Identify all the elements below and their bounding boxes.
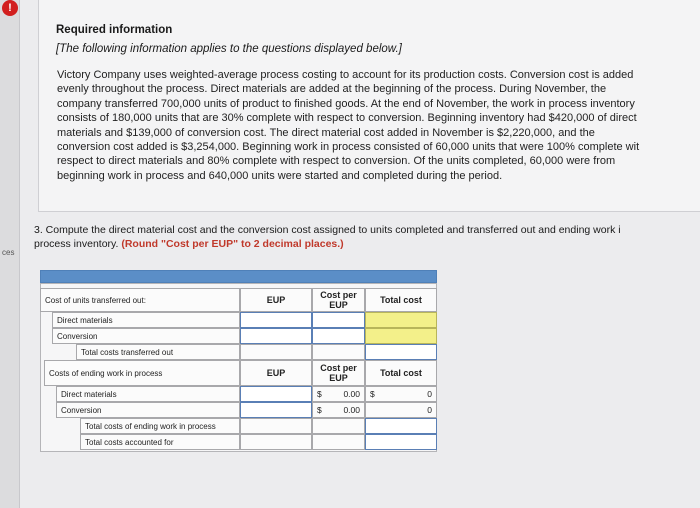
dollar-sign: $ bbox=[370, 389, 375, 399]
eup-header-2: EUP bbox=[240, 360, 312, 386]
problem-description bbox=[57, 68, 700, 183]
dm2-total-value: 0 bbox=[427, 389, 432, 399]
conv2-cost-per-eup-value: 0.00 bbox=[343, 405, 360, 415]
conv-cost-per-eup-input[interactable] bbox=[312, 328, 365, 344]
total-transferred-input[interactable] bbox=[365, 344, 437, 360]
total-ending-blank-cpe bbox=[312, 418, 365, 434]
ending-wip-label: Costs of ending work in process bbox=[44, 360, 240, 386]
alert-icon[interactable]: ! bbox=[2, 0, 18, 16]
question-line bbox=[34, 237, 700, 251]
conversion-label-2: Conversion bbox=[56, 402, 240, 418]
cost-per-eup-header-2: Cost per EUP bbox=[312, 360, 365, 386]
question-line-prefix: process inventory. bbox=[34, 238, 122, 251]
total-accounted-label: Total costs accounted for bbox=[80, 434, 240, 450]
description-line: beginning work in process and 640,000 units were started and completed during the period. bbox=[57, 169, 503, 182]
dm-eup-input[interactable] bbox=[240, 312, 312, 328]
description-line: Victory Company uses weighted-average process costing to account for its production costs. Conversion cost is added bbox=[57, 69, 634, 81]
conv2-total-cost bbox=[365, 402, 437, 418]
dm2-cost-per-eup-value: 0.00 bbox=[343, 389, 360, 399]
conversion-label: Conversion bbox=[52, 328, 240, 344]
dm2-cost-per-eup bbox=[312, 386, 365, 402]
total-transferred-blank-cpe bbox=[312, 344, 365, 360]
total-transferred-label: Total costs transferred out bbox=[76, 344, 240, 360]
required-info-title: Required information bbox=[56, 24, 173, 36]
total-accounted-blank-eup bbox=[240, 434, 312, 450]
description-line: materials and $139,000 of conversion cost. The direct material cost added in November is $2,220,000, and the bbox=[57, 126, 595, 139]
description-line: company transferred 700,000 units of product to finished goods. At the end of November, the work in process inventory bbox=[57, 97, 635, 110]
description-line: conversion cost added is $3,254,000. Beginning work in process consisted of 60,000 units that were 100% complete wit bbox=[57, 141, 640, 154]
dm-cost-per-eup-input[interactable] bbox=[312, 312, 365, 328]
dm-total-cost-input[interactable] bbox=[365, 312, 437, 328]
dollar-sign: $ bbox=[317, 389, 322, 399]
question-text bbox=[34, 223, 700, 252]
side-panel-label: ces bbox=[2, 248, 15, 257]
required-info-subtitle: [The following information applies to the questions displayed below.] bbox=[56, 43, 402, 55]
total-cost-header-2: Total cost bbox=[365, 360, 437, 386]
total-cost-header: Total cost bbox=[365, 288, 437, 312]
table-header-bar bbox=[40, 270, 437, 283]
total-accounted-input[interactable] bbox=[365, 434, 437, 450]
conv2-eup-input[interactable] bbox=[240, 402, 312, 418]
total-transferred-blank-eup bbox=[240, 344, 312, 360]
direct-materials-label: Direct materials bbox=[52, 312, 240, 328]
description-line: respect to direct materials and 80% complete with respect to conversion. Of the units completed, 60,000 were from bbox=[57, 155, 616, 168]
dm2-eup-input[interactable] bbox=[240, 386, 312, 402]
total-ending-blank-eup bbox=[240, 418, 312, 434]
conv2-total-value: 0 bbox=[427, 405, 432, 415]
direct-materials-label-2: Direct materials bbox=[56, 386, 240, 402]
transferred-out-label: Cost of units transferred out: bbox=[40, 288, 240, 312]
description-line: evenly throughout the process. Direct materials are added at the beginning of the process. During November, the bbox=[57, 83, 607, 96]
rounding-hint: (Round "Cost per EUP" to 2 decimal places.) bbox=[121, 238, 344, 251]
question-line: 3. Compute the direct material cost and the conversion cost assigned to units completed and transferred out and ending work i bbox=[34, 224, 621, 236]
cost-per-eup-header: Cost per EUP bbox=[312, 288, 365, 312]
total-ending-wip-label: Total costs of ending work in process bbox=[80, 418, 240, 434]
total-ending-input[interactable] bbox=[365, 418, 437, 434]
dollar-sign: $ bbox=[317, 405, 322, 415]
conv2-cost-per-eup bbox=[312, 402, 365, 418]
conv-total-cost-input[interactable] bbox=[365, 328, 437, 344]
total-accounted-blank-cpe bbox=[312, 434, 365, 450]
description-line: consists of 180,000 units that are 30% complete with respect to conversion. Beginning inventory had $420,000 of direct bbox=[57, 112, 637, 125]
eup-header: EUP bbox=[240, 288, 312, 312]
conv-eup-input[interactable] bbox=[240, 328, 312, 344]
dm2-total-cost bbox=[365, 386, 437, 402]
